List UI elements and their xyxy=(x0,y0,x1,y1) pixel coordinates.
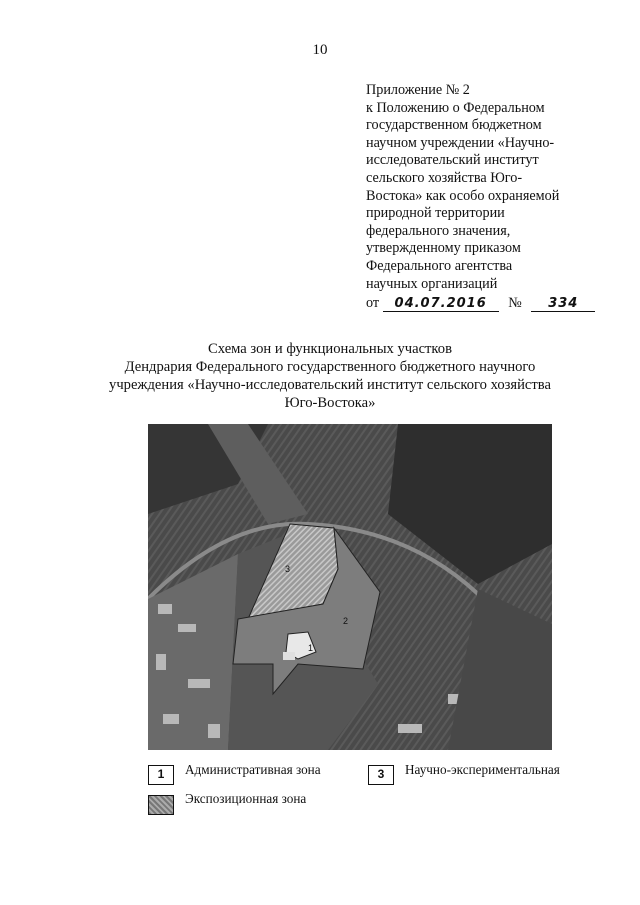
satellite-map xyxy=(148,424,552,750)
map-label-zone3: 3 xyxy=(285,564,291,574)
map-label-zone2: 2 xyxy=(343,616,349,626)
legend-box-administrative: 1 xyxy=(148,765,174,785)
appendix-line: Приложение № 2 xyxy=(366,82,470,98)
scheme-title-line: Дендрария Федерального государственного бюджетного научного xyxy=(124,359,536,375)
appendix-line: утвержденному приказом xyxy=(366,240,521,257)
legend-label-administrative: Административная зона xyxy=(185,762,321,777)
appendix-line: федерального значения, xyxy=(366,222,511,239)
appendix-line: к Положению о Федеральном xyxy=(366,99,545,116)
scheme-title-line: Схема зон и функциональных участков xyxy=(208,341,452,357)
page-number: 10 xyxy=(312,42,328,58)
appendix-header xyxy=(366,82,636,293)
appendix-line: природной территории xyxy=(366,205,505,222)
handwritten-number: 334 xyxy=(531,296,595,312)
scheme-title xyxy=(80,340,580,412)
appendix-line: сельского хозяйства Юго- xyxy=(366,169,523,186)
legend-label-exposition: Экспозиционная зона xyxy=(185,791,307,806)
scheme-title-line: Юго-Востока» xyxy=(284,395,376,411)
legend-label-experimental: Научно-экспериментальная xyxy=(405,762,560,777)
appendix-line: Федерального агентства xyxy=(366,257,513,274)
legend-box-experimental: 3 xyxy=(368,765,394,785)
handwritten-date: 04.07.2016 xyxy=(383,296,499,312)
appendix-line: Востока» как особо охраняемой xyxy=(366,187,560,204)
number-label: № xyxy=(508,295,522,311)
from-label: от xyxy=(366,295,380,311)
satellite-image xyxy=(148,424,552,750)
legend-box-exposition xyxy=(148,795,174,815)
appendix-line: государственном бюджетном xyxy=(366,117,542,134)
appendix-line: научном учреждении «Научно- xyxy=(366,134,555,151)
map-label-zone1: 1 xyxy=(308,643,314,653)
order-date-number xyxy=(366,295,595,312)
appendix-line: исследовательский институт xyxy=(366,152,539,169)
appendix-line: научных организаций xyxy=(366,275,498,292)
scheme-title-line: учреждения «Научно-исследовательский институт сельского хозяйства xyxy=(109,377,551,393)
